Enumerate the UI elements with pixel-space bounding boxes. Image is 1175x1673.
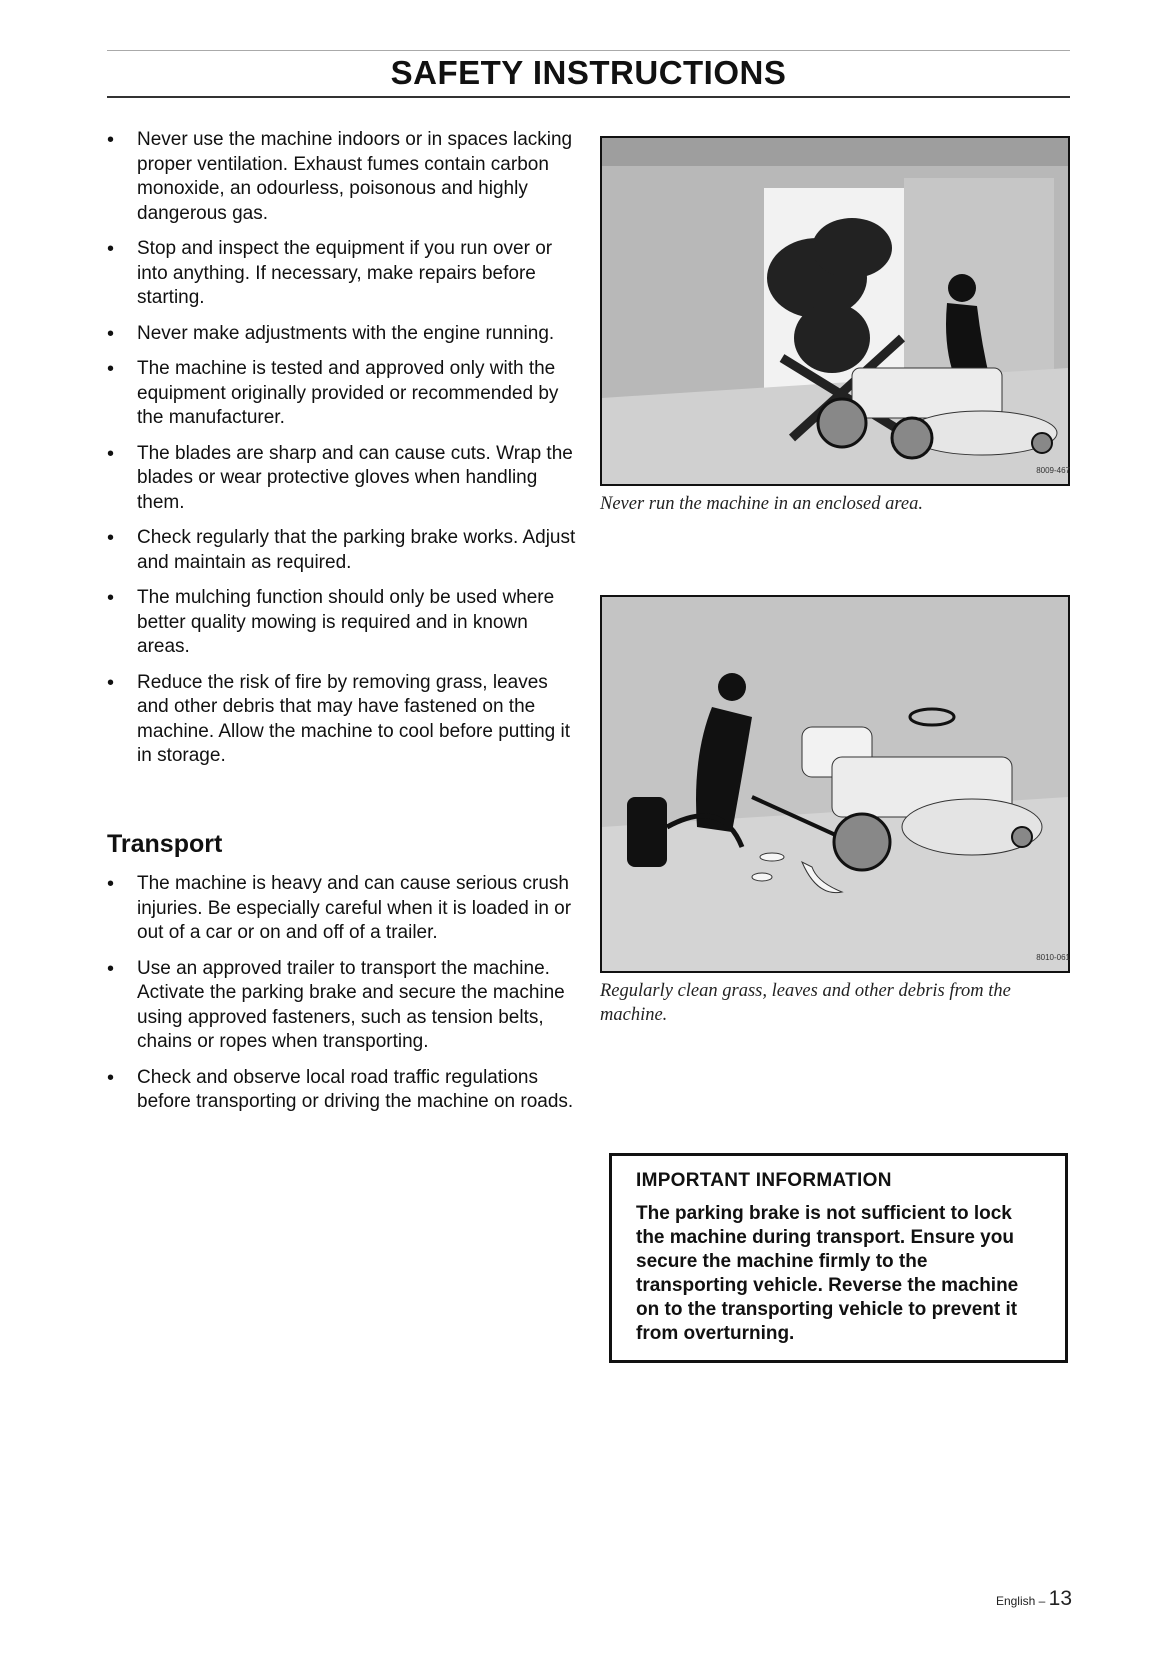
- important-information-box: [609, 1153, 1068, 1363]
- page-number: 13: [1048, 1587, 1072, 1610]
- figure-enclosed-area-illustration: [600, 136, 1070, 486]
- transport-section: [107, 872, 577, 1126]
- bullet-item: • Reduce the risk of fire by removing grass, leaves and other debris that may have fastened on the machine. Allow the machine to cool before putting it in storage.: [107, 671, 577, 769]
- transport-bullet-item: • Check and observe local road traffic regulations before transporting or driving the machine on roads.: [107, 1066, 577, 1115]
- cleaning-debris-image: [602, 597, 1068, 971]
- footer-separator: –: [1035, 1594, 1049, 1608]
- enclosed-area-image: [602, 138, 1068, 484]
- bullet-item: • Check regularly that the parking brake works. Adjust and maintain as required.: [107, 526, 577, 575]
- safety-list-column: [107, 128, 577, 780]
- figure-enclosed-area: [600, 136, 1070, 516]
- header-rule-bottom: [107, 96, 1070, 98]
- transport-bullet-item: • The machine is heavy and can cause serious crush injuries. Be especially careful when it is loaded in or out of a car or on and off of a trailer.: [107, 872, 577, 946]
- bullet-item: • The mulching function should only be used where better quality mowing is required and in known areas.: [107, 586, 577, 660]
- safety-bullet-list: [107, 128, 577, 769]
- transport-bullet-list: [107, 872, 577, 1115]
- figure-caption: Never run the machine in an enclosed area.: [600, 494, 923, 514]
- important-text: The parking brake is not sufficient to lock the machine during transport. Ensure you secure the machine firmly to the transporting vehicle. Reverse the machine on to the transporting vehicle to prevent it from overturning.: [636, 1203, 1019, 1344]
- footer-language: English: [995, 1594, 1036, 1608]
- bullet-item: • The machine is tested and approved only with the equipment originally provided or recommended by the manufacturer.: [107, 357, 577, 431]
- bullet-item: • Stop and inspect the equipment if you run over or into anything. If necessary, make repairs before starting.: [107, 237, 577, 311]
- page-footer: [996, 1587, 1072, 1611]
- transport-heading: Transport: [107, 830, 223, 858]
- figure-code: 8009-467: [1036, 466, 1070, 475]
- figure-cleaning-debris-illustration: [600, 595, 1070, 973]
- figure-caption: Regularly clean grass, leaves and other debris from the machine.: [600, 981, 1011, 1025]
- header-rule-top: [107, 50, 1070, 51]
- transport-bullet-item: • Use an approved trailer to transport the machine. Activate the parking brake and secure the machine using approved fasteners, such as tension belts, chains or ropes when transporting.: [107, 957, 577, 1055]
- page-title: SAFETY INSTRUCTIONS: [390, 54, 787, 91]
- figure-code: 8010-061: [1036, 953, 1070, 962]
- bullet-item: • Never use the machine indoors or in spaces lacking proper ventilation. Exhaust fumes contain carbon monoxide, an odourless, poisonous and highly dangerous gas.: [107, 128, 577, 226]
- bullet-item: • The blades are sharp and can cause cuts. Wrap the blades or wear protective gloves when handling them.: [107, 442, 577, 516]
- important-heading: IMPORTANT INFORMATION: [636, 1170, 892, 1191]
- bullet-item: • Never make adjustments with the engine running.: [107, 322, 577, 347]
- figure-cleaning-debris: [600, 595, 1070, 1027]
